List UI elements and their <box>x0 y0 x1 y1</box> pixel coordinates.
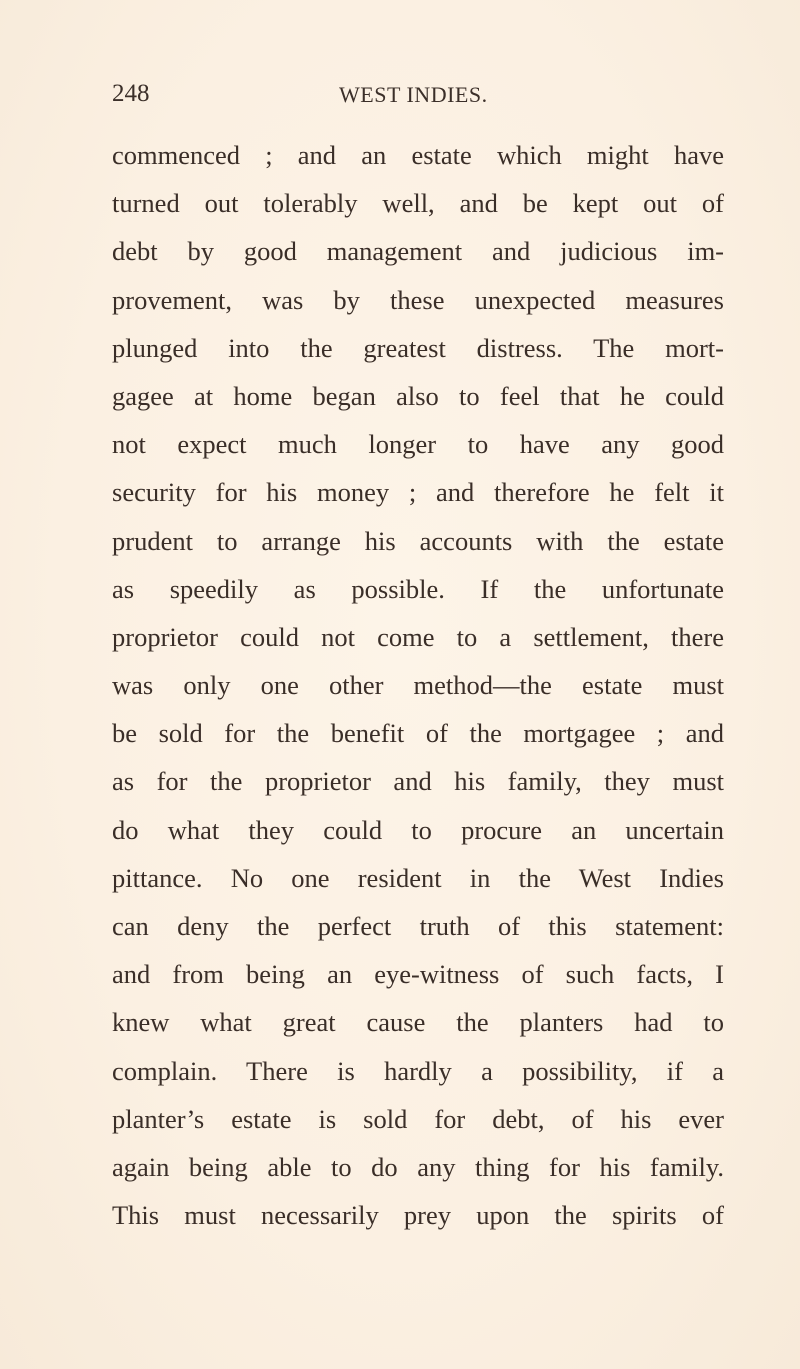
text-line: security for his money ; and therefore he felt it <box>112 477 724 508</box>
text-line: This must necessarily prey upon the spirits of <box>112 1200 724 1231</box>
text-line: turned out tolerably well, and be kept out of <box>112 188 724 219</box>
text-line: not expect much longer to have any good <box>112 429 724 460</box>
text-line: as speedily as possible. If the unfortunate <box>112 573 724 604</box>
text-line: pittance. No one resident in the West Indies <box>112 862 724 893</box>
text-line: complain. There is hardly a possibility, if a <box>112 1055 724 1086</box>
text-line: can deny the perfect truth of this statement: <box>112 911 724 941</box>
running-title: WEST INDIES. <box>339 82 488 107</box>
text-line: again being able to do any thing for his family. <box>112 1151 724 1182</box>
text-line: knew what great cause the planters had to <box>112 1007 724 1038</box>
text-line: commenced ; and an estate which might have <box>112 140 724 170</box>
text-line: proprietor could not come to a settlement, there <box>112 621 724 652</box>
text-line: as for the proprietor and his family, they must <box>112 766 724 797</box>
text-line: provement, was by these unexpected measures <box>112 284 724 315</box>
text-line: be sold for the benefit of the mortgagee ; and <box>112 718 724 749</box>
text-line: planter’s estate is sold for debt, of his ever <box>112 1103 724 1134</box>
text-line: prudent to arrange his accounts with the estate <box>112 525 724 556</box>
text-line: do what they could to procure an uncertain <box>112 814 724 845</box>
text-line: was only one other method—the estate must <box>112 670 724 701</box>
text-line: debt by good management and judicious im- <box>112 236 724 267</box>
text-line: and from being an eye-witness of such facts, I <box>112 959 724 990</box>
text-line: gagee at home began also to feel that he could <box>112 380 724 411</box>
text-line: plunged into the greatest distress. The mort- <box>112 332 724 363</box>
body-text <box>112 131 724 1239</box>
page-number: 248 <box>112 80 150 107</box>
running-head <box>112 80 724 112</box>
